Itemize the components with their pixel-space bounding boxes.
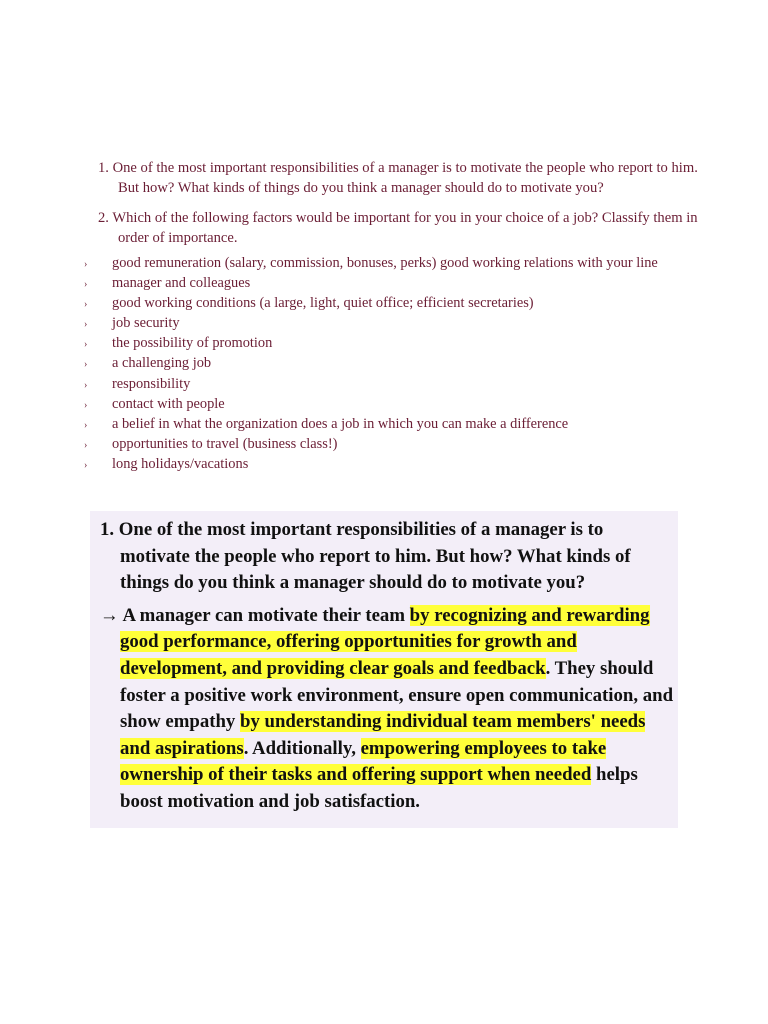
bullet-icon: › [84,279,88,291]
answer-box [90,511,678,828]
list-item: › good working conditions (a large, light, quiet office; efficient secretaries) [84,293,704,313]
list-item: › long holidays/vacations [84,454,704,474]
bullet-icon: › [84,319,88,331]
list-item: › job security [84,313,704,333]
question-2: 2. Which of the following factors would be important for you in your choice of a job? Classify them in order of importance. [98,210,698,246]
highlighted-text: by recognizing and rewarding good performance, offering opportunities for growth and development, and providing clear goals and feedback [120,604,650,679]
bullet-icon: › [84,359,88,371]
highlighted-text: by understanding individual team members' needs and aspirations [120,711,646,759]
question-1: 1. One of the most important responsibilities of a manager is to motivate the people who report to him. But how? What kinds of things do you think a manager should do to motivate you? [98,160,698,196]
answer-text-part: A manager can motivate their team [118,604,410,626]
list-item: › opportunities to travel (business class!) [84,434,704,454]
bullet-icon: › [84,259,88,270]
factors-list [84,253,704,474]
bullet-icon: › [84,439,88,451]
list-item: › a belief in what the organization does a job in which you can make a difference [84,414,704,434]
answer-question: 1. One of the most important responsibilities of a manager is to motivate the people who report to him. But how? What kinds of things do you think a manager should do to motivate you? [100,519,631,594]
list-item: › responsibility [84,374,704,394]
bullet-icon: › [84,379,88,391]
list-item: › contact with people [84,394,704,414]
answer-text [100,603,676,816]
list-item: › good remuneration (salary, commission, bonuses, perks) good working relations with your line [84,253,704,273]
questions-section [98,158,698,258]
bullet-icon: › [84,339,88,351]
answer-text-part: . Additionally, [243,737,361,759]
bullet-icon: › [84,419,88,431]
answer-text-part: . They should foster a positive work environment, ensure open communication, and show empathy [120,657,674,733]
bullet-icon: › [84,459,88,471]
arrow-right-icon: → [100,604,119,626]
highlighted-text: empowering employees to take ownership of their tasks and offering support when needed [120,737,607,786]
bullet-icon: › [84,299,88,311]
bullet-icon: › [84,399,88,411]
list-item: › manager and colleagues [84,273,704,293]
list-item: › the possibility of promotion [84,333,704,353]
list-item: › a challenging job [84,353,704,373]
answer-text-part: helps boost motivation and job satisfaction. [120,764,638,812]
answer-content [100,517,676,816]
